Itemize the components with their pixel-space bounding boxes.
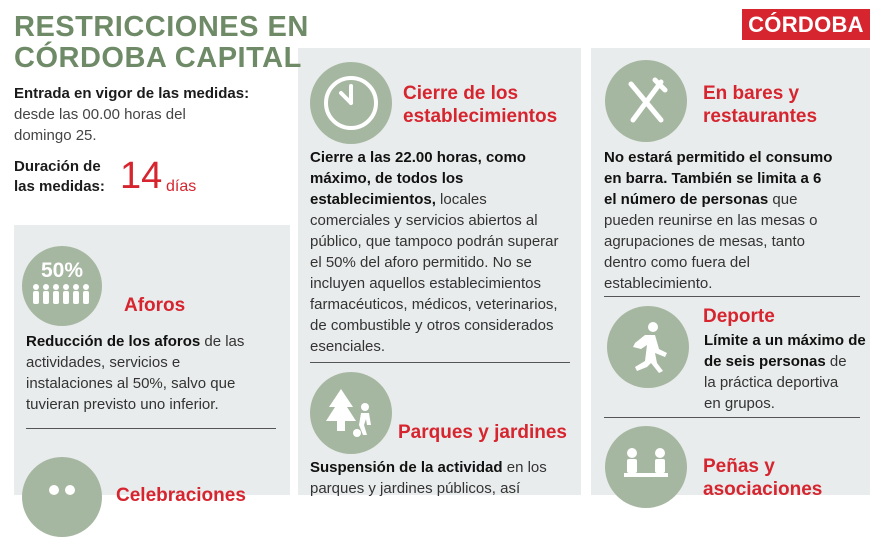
duracion-unit: días <box>166 178 197 195</box>
runner-icon <box>607 306 689 388</box>
duracion-label: Duración de las medidas: <box>14 158 105 195</box>
people-50-icon: 50% <box>22 246 102 326</box>
cierre-title: Cierre de los establecimientos <box>403 83 558 127</box>
clock-icon <box>310 62 392 144</box>
aforos-title: Aforos <box>124 295 186 316</box>
parques-title: Parques y jardines <box>398 422 567 443</box>
brand-logo: CÓRDOBA <box>742 9 870 40</box>
aforos-text: Reducción de los aforos de las actividades, servicios e instalaciones al 50%, salvo que tuvieran previsto uno inferior. <box>26 333 245 413</box>
bares-divider <box>604 296 860 297</box>
bares-text: No estará permitido el consumo en barra. También se limita a 6 el número de personas que pueden reunirse en las mesas o agrupaciones de mesas, tanto dentro como fuera del establecimiento. <box>604 149 833 292</box>
celebraciones-title: Celebraciones <box>116 485 246 506</box>
celebration-icon <box>22 457 102 537</box>
deporte-text: Límite a un máximo de de seis personas de la práctica deportiva en grupos. <box>704 332 866 412</box>
people-row-icon <box>31 283 93 305</box>
vigor-text: Entrada en vigor de las medidas: desde las 00.00 horas del domingo 25. <box>14 85 250 144</box>
tree-runner-icon <box>323 385 379 441</box>
fork-knife-icon <box>605 60 687 142</box>
running-figure-icon <box>623 319 673 375</box>
clock-face-icon <box>321 73 381 133</box>
dining-group-icon <box>605 426 687 508</box>
parques-text: Suspensión de la actividad en los parques y jardines públicos, así <box>310 459 547 497</box>
people-pair-icon <box>42 482 82 512</box>
penas-title: Peñas y asociaciones <box>703 456 823 500</box>
tree-person-icon <box>310 372 392 454</box>
cierre-text: Cierre a las 22.00 horas, como máximo, de todos los establecimientos, locales comerciales y servicios abiertos al público, que tampoco podrán superar el 50% del aforo permitido. No se incluyen aquellos establecimientos farmacéuticos, médicos, veterinarios, de combustible y otros considerados esenciales. <box>310 149 559 355</box>
deporte-divider <box>604 417 860 418</box>
table-people-icon <box>618 445 674 489</box>
aforos-divider <box>26 428 276 429</box>
page-title: RESTRICCIONES EN CÓRDOBA CAPITAL <box>14 11 309 74</box>
bares-title: En bares y restaurantes <box>703 83 818 127</box>
cutlery-icon <box>619 74 673 128</box>
deporte-title: Deporte <box>703 306 775 327</box>
duracion-value: 14 <box>120 155 163 197</box>
cierre-divider <box>310 362 570 363</box>
